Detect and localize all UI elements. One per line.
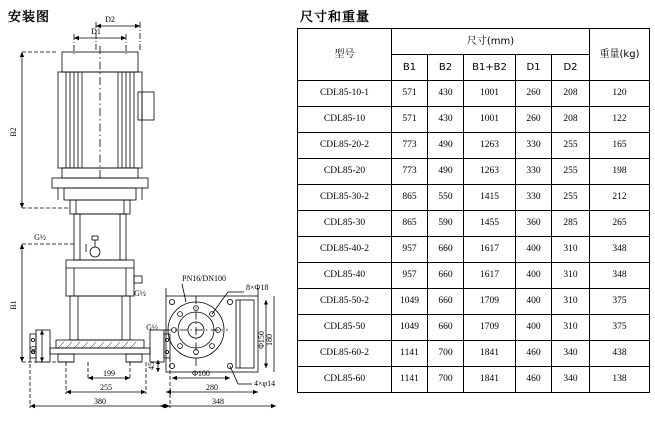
cell-b1: 957 [392,237,428,263]
cell-d2: 285 [552,211,590,237]
label-dim-150: Φ150 [257,331,266,349]
label-flange-spec: PN16/DN100 [182,274,227,283]
cell-model: CDL85-60-2 [298,341,392,367]
dimensions-weight-panel [292,0,655,422]
table-row [298,107,650,133]
cell-sum: 1841 [464,367,516,393]
cell-model: CDL85-10 [298,107,392,133]
cell-model: CDL85-30 [298,211,392,237]
table-row [298,133,650,159]
cell-d2: 310 [552,315,590,341]
cell-model: CDL85-20-2 [298,133,392,159]
cell-model: CDL85-40-2 [298,237,392,263]
header-d1: D1 [516,55,552,81]
cell-b1: 1049 [392,289,428,315]
cell-d2: 340 [552,341,590,367]
cell-sum: 1841 [464,341,516,367]
cell-d2: 310 [552,237,590,263]
cell-b2: 700 [428,341,464,367]
cell-weight: 120 [590,81,650,107]
table-row [298,185,650,211]
cell-b2: 490 [428,133,464,159]
cell-b2: 590 [428,211,464,237]
label-bolt-holes: 8×Φ18 [246,283,269,292]
cell-d1: 400 [516,289,552,315]
cell-b1: 773 [392,133,428,159]
label-d1: D1 [91,27,101,36]
cell-model: CDL85-50 [298,315,392,341]
table-row [298,315,650,341]
cell-d2: 340 [552,367,590,393]
cell-sum: 1415 [464,185,516,211]
header-weight: 重量(kg) [590,29,650,81]
cell-d1: 330 [516,133,552,159]
cell-d1: 460 [516,341,552,367]
cell-d2: 310 [552,289,590,315]
dimensions-weight-table [297,28,650,393]
cell-weight: 122 [590,107,650,133]
cell-weight: 198 [590,159,650,185]
cell-b1: 957 [392,263,428,289]
label-base-holes: 4×φ14 [254,379,276,388]
installation-drawing-panel [0,0,292,422]
cell-b2: 660 [428,263,464,289]
cell-d1: 260 [516,107,552,133]
cell-d1: 260 [516,81,552,107]
cell-b1: 865 [392,185,428,211]
label-dim-45: 45 [147,362,156,370]
table-header-row-1 [298,29,650,55]
header-b2: B2 [428,55,464,81]
table-row [298,159,650,185]
cell-d1: 400 [516,315,552,341]
cell-b2: 660 [428,237,464,263]
cell-d1: 330 [516,159,552,185]
cell-d1: 460 [516,367,552,393]
table-row [298,263,650,289]
label-dim-180: 180 [265,334,274,346]
cell-b2: 490 [428,159,464,185]
cell-b2: 430 [428,81,464,107]
cell-sum: 1617 [464,237,516,263]
cell-weight: 375 [590,289,650,315]
label-b1: B1 [9,300,18,310]
cell-b1: 1049 [392,315,428,341]
cell-d1: 330 [516,185,552,211]
cell-model: CDL85-30-2 [298,185,392,211]
table-title: 尺寸和重量 [300,10,371,25]
label-g-half-bottom: G½ [146,323,158,332]
label-dim-199: 199 [103,369,115,378]
cell-model: CDL85-50-2 [298,289,392,315]
cell-b2: 660 [428,315,464,341]
cell-b2: 700 [428,367,464,393]
cell-d1: 360 [516,211,552,237]
label-dim-40: 40 [29,346,38,354]
cell-d2: 208 [552,81,590,107]
cell-b2: 550 [428,185,464,211]
drawing-title: 安装图 [8,10,51,25]
cell-weight: 212 [590,185,650,211]
header-b1-plus-b2: B1+B2 [464,55,516,81]
table-body [298,81,650,393]
cell-d2: 255 [552,159,590,185]
cell-model: CDL85-10-1 [298,81,392,107]
cell-b1: 773 [392,159,428,185]
table-row [298,367,650,393]
cell-model: CDL85-40 [298,263,392,289]
header-model: 型号 [298,29,392,81]
cell-weight: 348 [590,237,650,263]
table-row [298,81,650,107]
cell-weight: 138 [590,367,650,393]
cell-model: CDL85-20 [298,159,392,185]
cell-b1: 865 [392,211,428,237]
cell-sum: 1709 [464,289,516,315]
cell-weight: 375 [590,315,650,341]
cell-weight: 348 [590,263,650,289]
table-header [298,29,650,81]
cell-d2: 208 [552,107,590,133]
cell-b2: 430 [428,107,464,133]
cell-weight: 265 [590,211,650,237]
header-b1: B1 [392,55,428,81]
header-dimensions-group: 尺寸(mm) [392,29,590,55]
cell-b1: 571 [392,81,428,107]
cell-weight: 165 [590,133,650,159]
cell-b2: 660 [428,289,464,315]
cell-sum: 1001 [464,107,516,133]
cell-sum: 1617 [464,263,516,289]
cell-sum: 1263 [464,133,516,159]
cell-b1: 1141 [392,341,428,367]
cell-sum: 1709 [464,315,516,341]
cell-sum: 1001 [464,81,516,107]
table-row [298,211,650,237]
cell-d1: 400 [516,263,552,289]
table-row [298,289,650,315]
label-dim-280: 280 [206,383,218,392]
cell-b1: 571 [392,107,428,133]
label-dim-100: Φ100 [192,369,210,378]
table-row [298,341,650,367]
cell-d2: 310 [552,263,590,289]
cell-sum: 1455 [464,211,516,237]
table-row [298,237,650,263]
cell-model: CDL85-60 [298,367,392,393]
label-dim-255: 255 [100,383,112,392]
cell-b1: 1141 [392,367,428,393]
label-dim-348: 348 [212,397,224,406]
label-b2: B2 [9,127,18,137]
cell-weight: 438 [590,341,650,367]
pump-installation-diagram [0,0,292,422]
label-g-half-top: G½ [34,233,46,242]
cell-d2: 255 [552,185,590,211]
label-d2: D2 [105,15,115,24]
cell-d1: 400 [516,237,552,263]
label-dim-380: 380 [94,397,106,406]
label-g-half-mid: G½ [134,289,146,298]
header-d2: D2 [552,55,590,81]
cell-d2: 255 [552,133,590,159]
cell-sum: 1263 [464,159,516,185]
